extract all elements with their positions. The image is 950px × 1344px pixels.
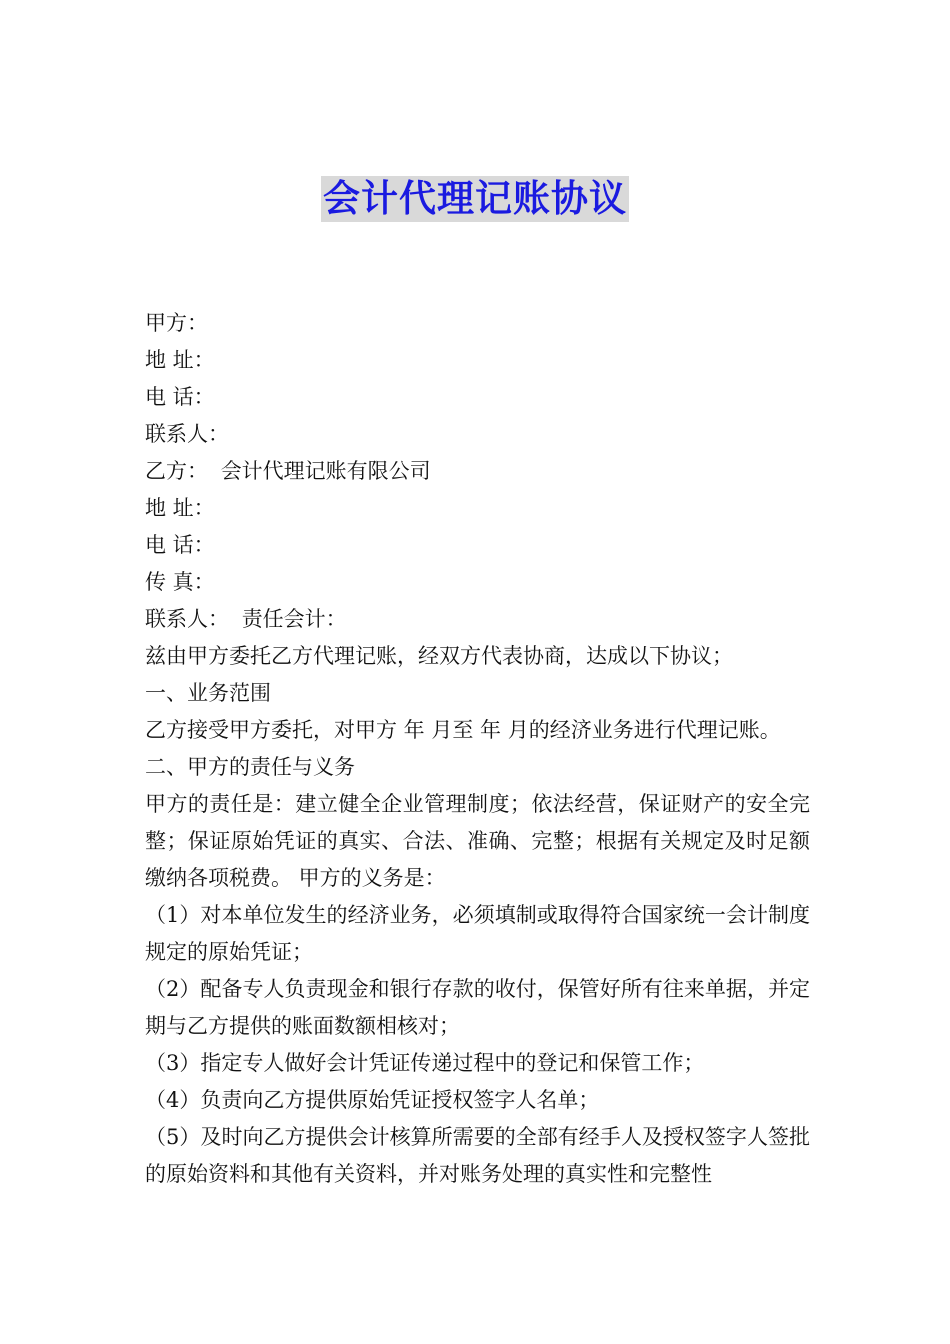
obligation-item-2: （2）配备专人负责现金和银行存款的收付，保管好所有往来单据，并定期与乙方提供的账面数额相核对； [145, 977, 810, 1038]
party-b-line [145, 453, 810, 490]
party-b-fax-label: 传 真： [145, 570, 215, 594]
party-b-contact-label: 联系人： [145, 607, 229, 631]
party-a-contact-label: 联系人： [145, 422, 229, 446]
section2-responsibility: 甲方的责任是：建立健全企业管理制度；依法经营，保证财产的安全完整；保证原始凭证的真实、合法、准确、完整；根据有关规定及时足额缴纳各项税费。 甲方的义务是： [145, 792, 810, 890]
title-container [0, 176, 950, 222]
document-body [145, 305, 810, 1193]
party-a-phone-label: 电 话： [145, 385, 215, 409]
party-b-name: 会计代理记账有限公司 [220, 459, 431, 483]
intro-paragraph: 兹由甲方委托乙方代理记账，经双方代表协商，达成以下协议； [145, 644, 733, 668]
party-a-label: 甲方： [145, 311, 208, 335]
party-b-address-label: 地 址： [145, 496, 215, 520]
section1-text: 乙方接受甲方委托，对甲方 年 月至 年 月的经济业务进行代理记账。 [145, 718, 781, 742]
party-a-address-label: 地 址： [145, 348, 215, 372]
obligation-item-1: （1）对本单位发生的经济业务，必须填制或取得符合国家统一会计制度规定的原始凭证； [145, 903, 810, 964]
obligation-item-4: （4）负责向乙方提供原始凭证授权签字人名单； [145, 1088, 600, 1112]
section1-heading: 一、业务范围 [145, 681, 271, 705]
document-title: 会计代理记账协议 [323, 177, 627, 220]
party-b-contact-line [145, 601, 810, 638]
obligation-item-3: （3）指定专人做好会计凭证传递过程中的登记和保管工作； [145, 1051, 705, 1075]
obligation-item-5: （5）及时向乙方提供会计核算所需要的全部有经手人及授权签字人签批的原始资料和其他有关资料，并对账务处理的真实性和完整性 [145, 1125, 810, 1186]
party-b-label: 乙方： [145, 459, 208, 483]
party-b-accountant-label: 责任会计： [241, 607, 347, 631]
party-b-phone-label: 电 话： [145, 533, 215, 557]
section2-heading: 二、甲方的责任与义务 [145, 755, 355, 779]
